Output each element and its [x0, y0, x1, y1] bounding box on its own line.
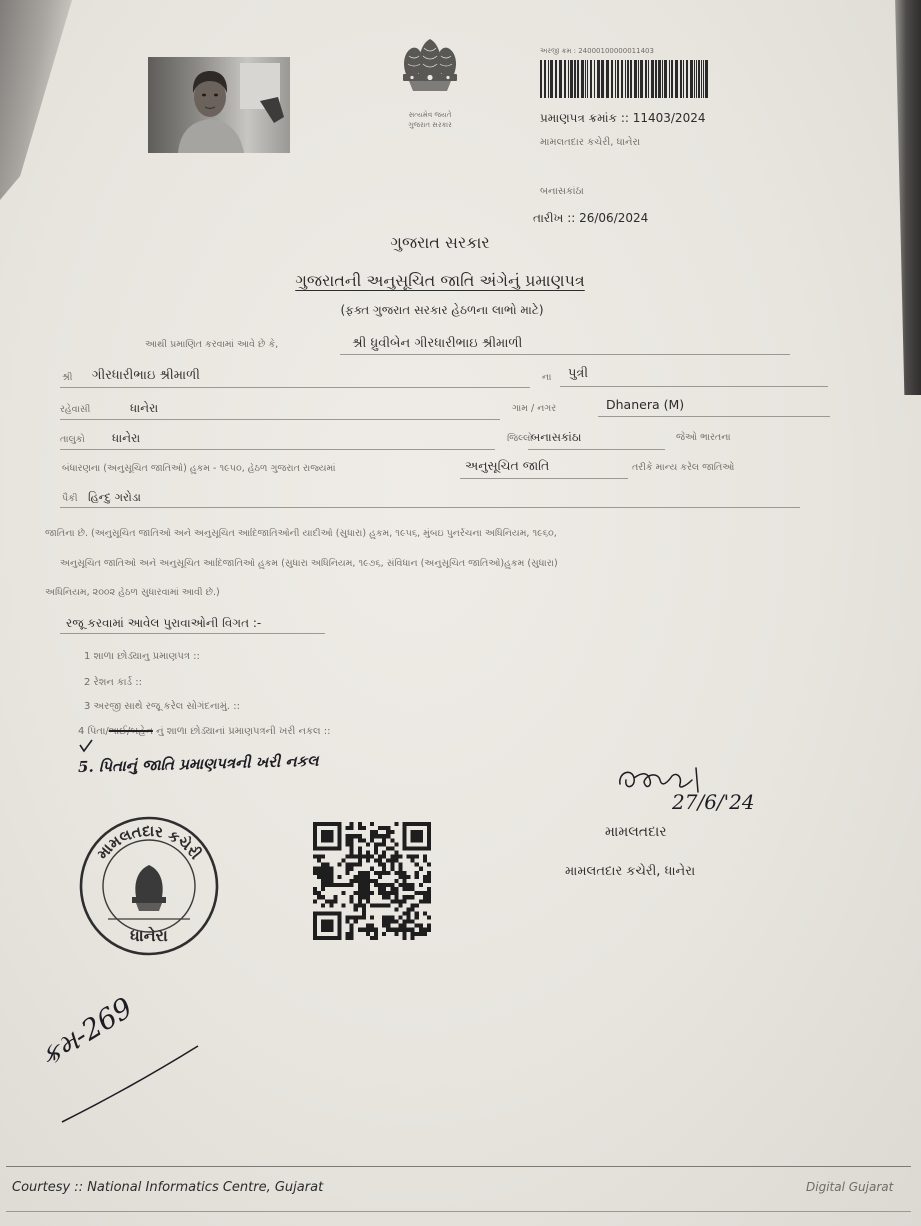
parent-name-line [60, 387, 530, 388]
applicant-name: શ્રી ધ્રુવીબેન ગીરધારીભાઇ શ્રીમાળી [352, 336, 523, 351]
legal-note-line: અનુસૂચિત જાતિઓ અને અનુસૂચિત આદિજાતિઓ હુકમ (સુધારા અધિનિયમ, ૧૯૭૬, સંવિધાન (અનુસૂચિત જાતિઓ)હુકમ (સુધારા) [60, 558, 558, 569]
evidence-item-4-struck: ભાઈ/બહેન [108, 726, 153, 737]
caste-value: હિન્દુ ગરોડા [88, 490, 141, 504]
svg-text:મામલતદાર કચેરી [93, 822, 204, 863]
handwritten-annotation: ક્રમ-269 [33, 990, 139, 1074]
header-office: મામલતદાર કચેરી, ધાનેરા [540, 137, 641, 148]
district-label: જિલ્લો [507, 433, 533, 444]
legal-note-line: અધિનિયમ, ૨૦૦૨ હેઠળ સુધારવામાં આવી છે.) [45, 587, 220, 598]
relation-label: ના [542, 372, 552, 383]
recognized-text: તરીકે માન્ય કરેલ જાતિઓ [632, 462, 735, 473]
evidence-heading-line [60, 633, 325, 634]
check-mark-icon [78, 738, 94, 752]
evidence-item: 3 અરજી સાથે રજૂ કરેલ સોગંદનામું. :: [84, 701, 241, 712]
government-title: ગુજરાત સરકાર [390, 233, 490, 252]
right-edge-shadow [884, 0, 921, 395]
state-emblem-icon [392, 34, 468, 114]
evidence-item: 2 રેશન કાર્ડ :: [84, 677, 142, 688]
residence-line [60, 419, 500, 420]
certificate-title: ગુજરાતની અનુસૂચિત જાતિ અંગેનું પ્રમાણપત્ર [295, 271, 585, 290]
evidence-item-4-rest: નું શાળા છોડ્યાનાં પ્રમાણપત્રની ખરી નકલ :: [152, 726, 331, 737]
village-line [598, 416, 830, 417]
evidence-item-4-number: 4 [78, 726, 85, 737]
among-label: પૈકી [62, 493, 78, 504]
header-district: બનાસકાંઠા [540, 186, 584, 197]
application-number: અરજી ક્રમ : 24000100000011403 [540, 47, 654, 55]
relation-value: પુત્રી [568, 366, 589, 381]
evidence-item-4 [78, 726, 331, 737]
applicant-name-line [340, 354, 790, 355]
caste-line [60, 507, 800, 508]
district-value: બનાસકાંઠા [531, 430, 582, 444]
residence-label: રહેવાસી [60, 404, 91, 415]
legal-note-line: જાતિના છે. (અનુસૂચિત જાતિઓ અને અનુસૂચિત આદિજાતિઓની યાદીઓ (સુધારા) હુકમ, ૧૯૫૬, મુંબઇ પુનર્રચના અધિનિયમ, ૧૯૬૦, [45, 528, 557, 539]
footer-brand: Digital Gujarat [806, 1180, 894, 1194]
issue-date: તારીખ :: 26/06/2024 [533, 211, 649, 225]
taluka-label: તાલુકો [60, 434, 85, 445]
page-fold-shadow [0, 0, 72, 200]
parent-prefix: શ્રી [62, 372, 73, 383]
certificate-number: પ્રમાણપત્ર ક્રમાંક :: 11403/2024 [540, 111, 706, 125]
qr-modules [313, 822, 431, 940]
evidence-heading: રજૂ કરવામાં આવેલ પુરાવાઓની વિગત :- [66, 616, 262, 630]
country-text: જેઓ ભારતના [676, 432, 731, 443]
district-line [528, 449, 665, 450]
category-value: અનુસૂચિત જાતિ [465, 458, 550, 473]
intro-text: આથી પ્રમાણિત કરવામાં આવે છે કે, [145, 339, 279, 350]
signed-date: 27/6/'24 [672, 790, 755, 814]
taluka-value: ધાનેરા [112, 431, 141, 445]
emblem-caption: ગુજરાત સરકાર [408, 121, 452, 129]
seal-emblem-icon [132, 865, 166, 911]
evidence-item: 1 શાળા છોડ્યાનુ પ્રમાણપત્ર :: [84, 651, 200, 662]
relation-line [560, 386, 828, 387]
barcode [540, 60, 708, 98]
order-text: બંધારણના (અનુસૂચિત જાતિઓ) હુકમ - ૧૯૫૦, હેઠળ ગુજરાત રાજ્યમાં [62, 463, 336, 474]
evidence-item-4-kept: પિતા/ [87, 726, 109, 737]
signatory-designation: મામલતદાર [605, 824, 667, 840]
seal-top-text: મામલતદાર કચેરી [93, 821, 205, 863]
signatory-office: મામલતદાર કચેરી, ધાનેરા [565, 864, 696, 879]
seal-bottom-text: ધાનેરા [130, 926, 168, 945]
office-seal [78, 815, 220, 957]
certificate-subtitle: (ફક્ત ગુજરાત સરકાર હેઠળના લાભો માટે) [340, 303, 544, 317]
taluka-line [60, 449, 495, 450]
qr-code [313, 822, 431, 944]
handwritten-evidence-item: 5. પિતાનું જાતિ પ્રમાણપત્રની ખરી નકલ [77, 751, 319, 776]
village-label: ગામ / નગર [512, 403, 557, 414]
category-line [460, 478, 628, 479]
village-value: Dhanera (M) [606, 397, 685, 412]
footer-courtesy: Courtesy :: National Informatics Centre, Gujarat [12, 1180, 324, 1195]
barcode-bars [540, 60, 708, 98]
emblem-motto: સત્યમેવ જયતે [408, 111, 452, 119]
parent-name: ગીરધારીભાઇ શ્રીમાળી [92, 368, 200, 383]
applicant-photo [148, 57, 290, 153]
residence-value: ધાનેરા [130, 401, 159, 415]
